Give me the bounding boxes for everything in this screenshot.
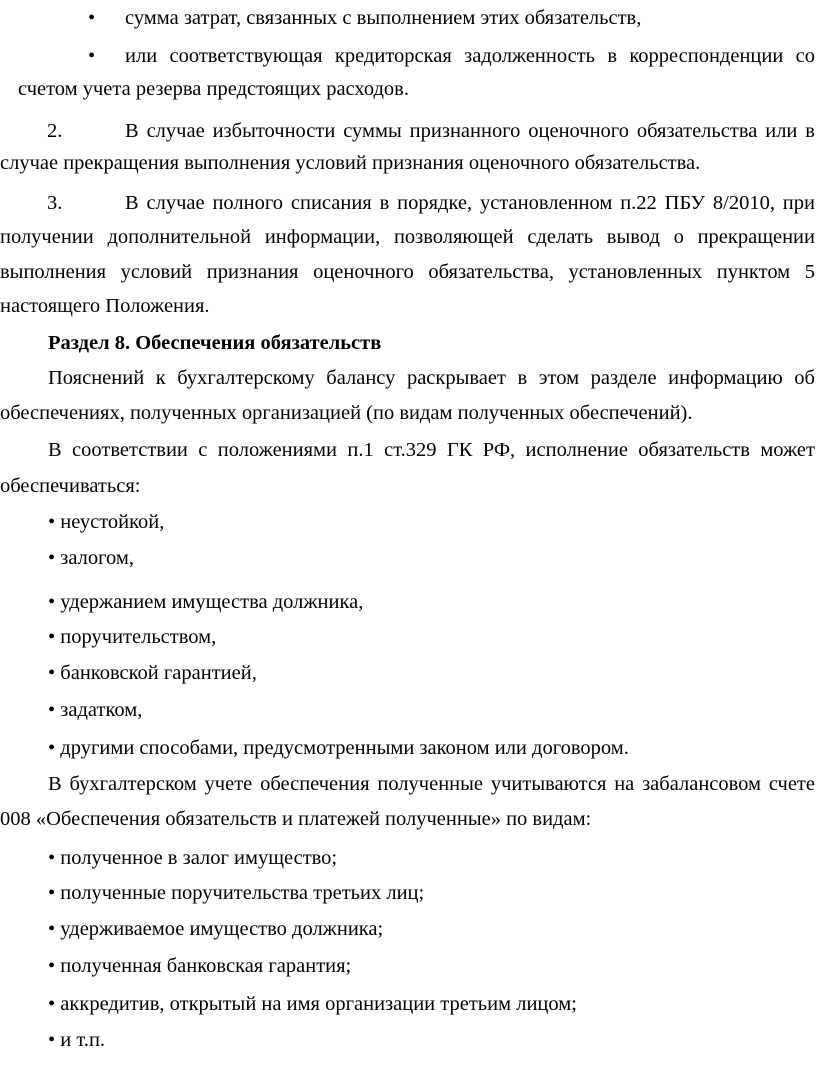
law-reference-line1: В соответствии с положениями п.1 ст.329 ГК РФ, исполнение обязательств может xyxy=(48,439,815,461)
list-item: • банковской гарантией, xyxy=(48,662,257,684)
intro-line1: Пояснений к бухгалтерскому балансу раскрывает в этом разделе информацию об xyxy=(48,367,815,389)
section-heading: Раздел 8. Обеспечения обязательств xyxy=(48,332,382,354)
paragraph-2-line2: случае прекращения выполнения условий признания оценочного обязательства. xyxy=(0,152,701,174)
bullet-marker: • xyxy=(88,7,96,29)
paragraph-3-line3: выполнения условий признания оценочного обязательства, установленных пунктом 5 xyxy=(0,261,815,283)
list-item: • задатком, xyxy=(48,699,143,721)
paragraph-2-line1: В случае избыточности суммы признанного оценочного обязательства или в xyxy=(125,120,815,142)
intro-line2: обеспечениях, полученных организацией (по видам полученных обеспечений). xyxy=(0,402,693,424)
account-008-line2: 008 «Обеспечения обязательств и платежей полученные» по видам: xyxy=(0,808,592,830)
bullet-item-payables-line2: счетом учета резерва предстоящих расходов. xyxy=(18,78,409,100)
paragraph-3-line4: настоящего Положения. xyxy=(0,295,210,317)
list-item: • и т.п. xyxy=(48,1029,106,1051)
account-008-line1: В бухгалтерском учете обеспечения полученные учитываются на забалансовом счете xyxy=(48,773,815,795)
list-number-2: 2. xyxy=(47,120,63,142)
list-item: • аккредитив, открытый на имя организации третьим лицом; xyxy=(48,993,577,1015)
paragraph-3-line1: В случае полного списания в порядке, установленном п.22 ПБУ 8/2010, при xyxy=(125,192,815,214)
list-item: • удержанием имущества должника, xyxy=(48,591,364,613)
list-item: • неустойкой, xyxy=(48,511,165,533)
list-item: • другими способами, предусмотренными законом или договором. xyxy=(48,737,629,759)
paragraph-3-line2: получении дополнительной информации, позволяющей сделать вывод о прекращении xyxy=(0,226,815,248)
list-item: • поручительством, xyxy=(48,626,217,648)
list-item: • полученная банковская гарантия; xyxy=(48,955,352,977)
bullet-item-costs: сумма затрат, связанных с выполнением этих обязательств, xyxy=(125,7,642,29)
bullet-marker: • xyxy=(88,45,96,67)
list-number-3: 3. xyxy=(47,192,63,214)
list-item: • полученные поручительства третьих лиц; xyxy=(48,882,425,904)
list-item: • удерживаемое имущество должника; xyxy=(48,918,384,940)
law-reference-line2: обеспечиваться: xyxy=(0,475,141,497)
list-item: • залогом, xyxy=(48,547,135,569)
bullet-item-payables-line1: или соответствующая кредиторская задолженность в корреспонденции со xyxy=(125,45,815,67)
list-item: • полученное в залог имущество; xyxy=(48,847,338,869)
